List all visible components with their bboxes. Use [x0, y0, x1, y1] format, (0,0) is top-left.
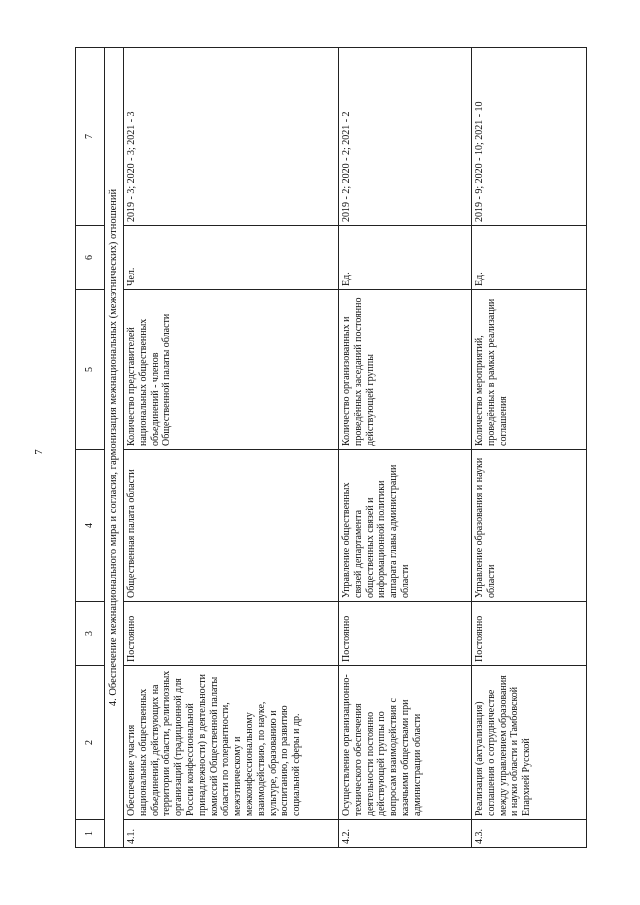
row-activity: Обеспечение участия национальных общественных объединений, действующих на территории области, религиозных организаций (традиционной для России конфессиональной принадлежности) в деятельности комиссий Общественной палаты области по толерантности, межэтническому и межконфессиональному взаимодействию, по науке, культуре, образованию и воспитанию, по развитию социальной сферы и др.	[124, 666, 339, 820]
section-title: 4. Обеспечение межнационального мира и согласия, гармонизация межнациональных (межэтнических) отношений	[105, 48, 124, 848]
row-term: Постоянно	[339, 602, 472, 666]
rotated-table-container	[75, 48, 623, 848]
row-indicator: Количество представителей национальных общественных объединений - членов Общественной палаты области	[124, 290, 339, 450]
col-header-5: 5	[76, 290, 105, 450]
row-unit: Ед.	[339, 226, 472, 290]
row-unit: Чел.	[124, 226, 339, 290]
row-number: 4.2.	[339, 820, 472, 848]
col-header-1: 1	[76, 820, 105, 848]
col-header-2: 2	[76, 666, 105, 820]
row-activity: Реализация (актуализация) соглашения о сотрудничестве между управлением образования и науки области и Тамбовской Епархией Русской	[472, 666, 587, 820]
row-activity: Осуществление организационно-технического обеспечения деятельности постоянно действующей группы по вопросам взаимодействия с казачьими обществами при администрации области	[339, 666, 472, 820]
row-term: Постоянно	[124, 602, 339, 666]
row-values: 2019 - 3; 2020 - 3; 2021 - 3	[124, 48, 339, 226]
row-values: 2019 - 9; 2020 - 10; 2021 - 10	[472, 48, 587, 226]
action-plan-table	[75, 47, 587, 848]
row-executor: Управление общественных связей департамента общественных связей и информационной политики аппарата главы администрации области	[339, 450, 472, 602]
page-number: 7	[32, 449, 45, 455]
col-header-6: 6	[76, 226, 105, 290]
row-number: 4.1.	[124, 820, 339, 848]
row-term: Постоянно	[472, 602, 587, 666]
row-values: 2019 - 2; 2020 - 2; 2021 - 2	[339, 48, 472, 226]
header-row	[76, 48, 105, 848]
row-indicator: Количество мероприятий, проведённых в рамках реализации соглашения	[472, 290, 587, 450]
section-row	[105, 48, 124, 848]
col-header-4: 4	[76, 450, 105, 602]
table-row	[339, 48, 472, 848]
row-executor: Общественная палата области	[124, 450, 339, 602]
col-header-7: 7	[76, 48, 105, 226]
row-number: 4.3.	[472, 820, 587, 848]
row-unit: Ед.	[472, 226, 587, 290]
table-row	[472, 48, 587, 848]
row-indicator: Количество организованных и проведённых заседаний постоянно действующей группы	[339, 290, 472, 450]
table-row	[124, 48, 339, 848]
row-executor: Управление образования и науки области	[472, 450, 587, 602]
col-header-3: 3	[76, 602, 105, 666]
